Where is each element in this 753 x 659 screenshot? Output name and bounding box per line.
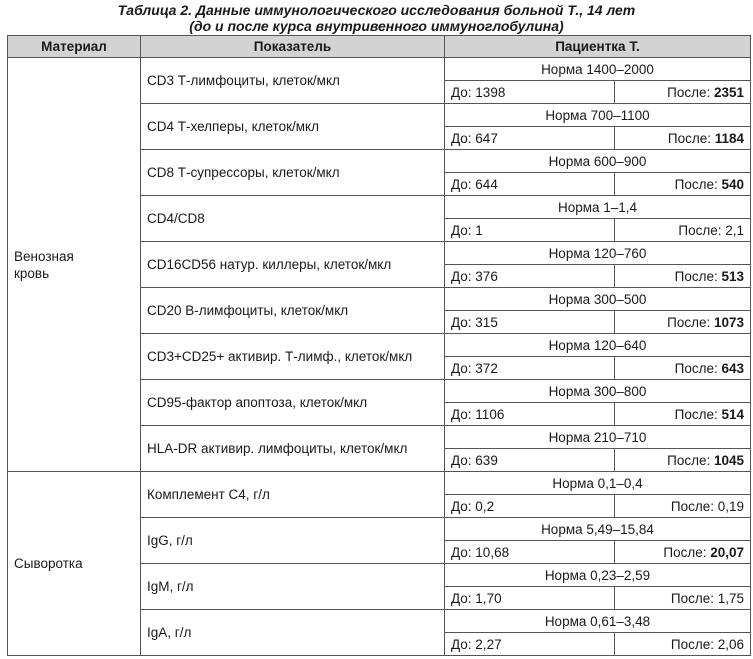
- norm-cell: Норма 1–1,4: [445, 196, 751, 219]
- after-label: После:: [674, 360, 722, 376]
- before-value-cell: До: 10,68: [445, 541, 615, 564]
- indicator-cell: IgM, г/л: [141, 564, 445, 610]
- after-value-cell: [615, 81, 751, 104]
- material-cell: [8, 472, 141, 656]
- after-value-cell: [615, 173, 751, 196]
- after-label: После:: [674, 406, 722, 422]
- material-cell: [8, 58, 141, 472]
- after-value-cell: [615, 633, 751, 656]
- header-material: Материал: [8, 36, 141, 58]
- indicator-cell: CD3 Т-лимфоциты, клеток/мкл: [141, 58, 445, 104]
- after-label: После:: [670, 636, 718, 652]
- before-value-cell: До: 639: [445, 449, 615, 472]
- material-label: Сыворотка: [14, 556, 83, 571]
- caption-line-1: Таблица 2. Данные иммунологического исследования больной Т., 14 лет: [117, 2, 636, 18]
- norm-cell: Норма 600–900: [445, 150, 751, 173]
- caption-line-2: (до и после курса внутривенного иммуноглобулина): [189, 18, 564, 34]
- after-value-cell: [615, 265, 751, 288]
- header-patient: Пациентка Т.: [445, 36, 751, 58]
- after-value: 1184: [714, 130, 745, 146]
- norm-cell: Норма 0,1–0,4: [445, 472, 751, 495]
- table-caption: [0, 0, 753, 33]
- indicator-cell: CD20 В-лимфоциты, клеток/мкл: [141, 288, 445, 334]
- after-value: 2,06: [717, 636, 745, 652]
- after-value: 1073: [713, 314, 745, 330]
- norm-cell: Норма 210–710: [445, 426, 751, 449]
- material-label: Венозная: [14, 248, 74, 264]
- after-label: После:: [663, 544, 711, 560]
- after-value-cell: [615, 127, 751, 150]
- after-label: После:: [667, 130, 715, 146]
- header-indicator: Показатель: [141, 36, 445, 58]
- table-body: [8, 58, 751, 656]
- after-value: 2,1: [725, 222, 745, 238]
- after-value: 540: [721, 176, 745, 192]
- after-value-cell: [615, 403, 751, 426]
- indicator-cell: IgA, г/л: [141, 610, 445, 656]
- after-label: После:: [670, 590, 718, 606]
- norm-cell: Норма 120–640: [445, 334, 751, 357]
- after-value-cell: [615, 449, 751, 472]
- before-value-cell: До: 647: [445, 127, 615, 150]
- material-label: кровь: [14, 265, 50, 281]
- norm-cell: Норма 5,49–15,84: [445, 518, 751, 541]
- after-value: 514: [721, 406, 745, 422]
- after-value-cell: [615, 541, 751, 564]
- before-value-cell: До: 315: [445, 311, 615, 334]
- before-value-cell: До: 1,70: [445, 587, 615, 610]
- after-label: После:: [674, 268, 722, 284]
- indicator-cell: CD95-фактор апоптоза, клеток/мкл: [141, 380, 445, 426]
- norm-cell: Норма 300–500: [445, 288, 751, 311]
- after-value: 20,07: [710, 544, 745, 560]
- immunology-table: [7, 35, 751, 656]
- before-value-cell: До: 372: [445, 357, 615, 380]
- after-value: 1045: [713, 452, 745, 468]
- after-label: После:: [678, 222, 726, 238]
- after-value-cell: [615, 587, 751, 610]
- after-value: 0,19: [717, 498, 745, 514]
- after-value: 1,75: [717, 590, 745, 606]
- before-value-cell: До: 0,2: [445, 495, 615, 518]
- before-value-cell: До: 644: [445, 173, 615, 196]
- after-label: После:: [667, 84, 714, 100]
- indicator-cell: CD3+CD25+ активир. Т-лимф., клеток/мкл: [141, 334, 445, 380]
- indicator-cell: CD16CD56 натур. киллеры, клеток/мкл: [141, 242, 445, 288]
- before-value-cell: До: 376: [445, 265, 615, 288]
- after-value-cell: [615, 311, 751, 334]
- after-label: После:: [674, 176, 722, 192]
- after-value: 643: [721, 360, 745, 376]
- header-row: [8, 36, 751, 58]
- norm-cell: Норма 700–1100: [445, 104, 751, 127]
- indicator-cell: CD4/CD8: [141, 196, 445, 242]
- table-row: [8, 472, 751, 495]
- norm-cell: Норма 120–760: [445, 242, 751, 265]
- before-value-cell: До: 1106: [445, 403, 615, 426]
- indicator-cell: HLA-DR активир. лимфоциты, клеток/мкл: [141, 426, 445, 472]
- after-value-cell: [615, 495, 751, 518]
- after-label: После:: [667, 452, 714, 468]
- before-value-cell: До: 1: [445, 219, 615, 242]
- norm-cell: Норма 0,23–2,59: [445, 564, 751, 587]
- after-value: 2351: [713, 84, 745, 100]
- after-value: 513: [721, 268, 745, 284]
- table-row: [8, 58, 751, 81]
- norm-cell: Норма 1400–2000: [445, 58, 751, 81]
- before-value-cell: До: 2,27: [445, 633, 615, 656]
- after-label: После:: [667, 314, 714, 330]
- after-value-cell: [615, 219, 751, 242]
- after-value-cell: [615, 357, 751, 380]
- indicator-cell: CD8 Т-супрессоры, клеток/мкл: [141, 150, 445, 196]
- norm-cell: Норма 300–800: [445, 380, 751, 403]
- after-label: После:: [670, 498, 718, 514]
- indicator-cell: Комплемент С4, г/л: [141, 472, 445, 518]
- indicator-cell: CD4 Т-хелперы, клеток/мкл: [141, 104, 445, 150]
- indicator-cell: IgG, г/л: [141, 518, 445, 564]
- before-value-cell: До: 1398: [445, 81, 615, 104]
- norm-cell: Норма 0,61–3,48: [445, 610, 751, 633]
